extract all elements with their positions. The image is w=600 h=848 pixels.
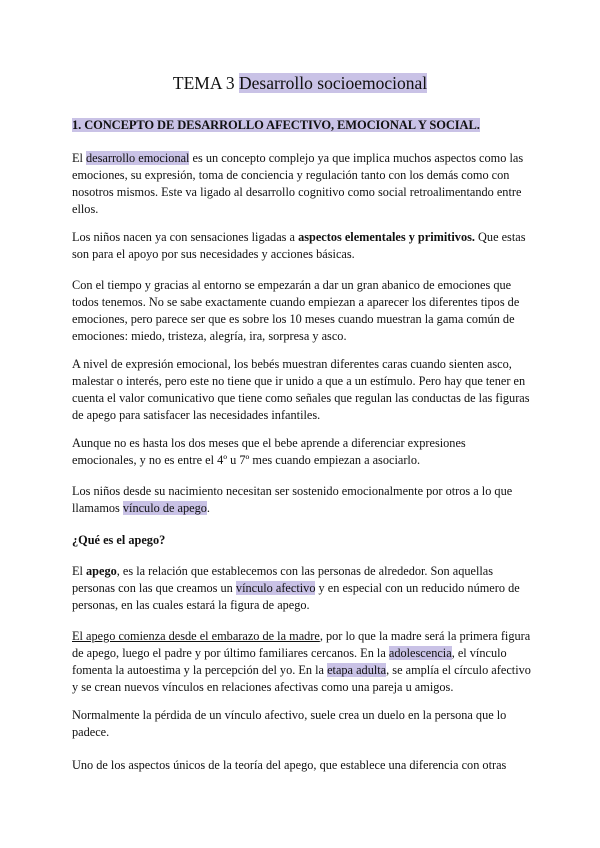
p8-highlight-etapa-adulta: etapa adulta [327, 663, 387, 677]
p6-pre: Los niños desde su nacimiento necesitan ser sostenido emocionalmente por otros a lo que llamamos [72, 484, 513, 515]
paragraph-2 [72, 229, 532, 263]
p2-bold: aspectos elementales y primitivos. [298, 230, 475, 244]
paragraph-1 [72, 150, 532, 218]
paragraph-7 [72, 563, 532, 614]
p7-highlight: vínculo afectivo [235, 581, 316, 595]
p7-pre: El [72, 564, 87, 578]
paragraph-6 [72, 483, 532, 517]
paragraph-5: Aunque no es hasta los dos meses que el bebe aprende a diferenciar expresiones emocionales, y no es entre el 4º u 7º mes cuando empiezan a asociarlo. [72, 436, 466, 467]
p8-underline: El apego comienza desde el embarazo de la madre [72, 629, 320, 643]
p8-highlight-adolescencia: adolescencia [388, 646, 452, 660]
paragraph-9: Normalmente la pérdida de un vínculo afectivo, suele crea un duelo en la persona que lo padece. [72, 708, 507, 739]
p7-post: y en especial con un reducido número de personas, en las cuales estará la figura de apego. [72, 581, 520, 612]
title-highlight: Desarrollo socioemocional [239, 73, 428, 93]
paragraph-4: A nivel de expresión emocional, los bebés muestran diferentes caras cuando sienten asco, malestar o interés, pero este no tiene que ir unido a que a un estímulo. Pero hay que tener en cuenta el valor comunicativo que tiene como señales que regulan las conductas de las figuras de apego para satisfacer las necesidades infantiles. [72, 357, 530, 422]
section-heading [72, 117, 480, 133]
p2-pre: Los niños nacen ya con sensaciones ligadas a [72, 230, 299, 244]
p6-post: . [206, 501, 210, 515]
page-title [0, 72, 600, 94]
p8-a: , por lo que la madre será la primera figura de apego, luego el padre y por último familiares cercanos. En la [72, 629, 531, 660]
title-prefix: TEMA 3 [172, 73, 240, 93]
subheading-apego: ¿Qué es el apego? [72, 533, 166, 547]
p7-mid: , es la relación que establecemos con las personas de alrededor. Son aquellas personas con las que creamos un [72, 564, 494, 595]
section-heading-text: 1. CONCEPTO DE DESARROLLO AFECTIVO, EMOCIONAL Y SOCIAL. [72, 118, 480, 132]
paragraph-8 [72, 628, 532, 696]
p2-post: Que estas son para el apoyo por sus necesidades y acciones básicas. [72, 230, 526, 261]
paragraph-10: Uno de los aspectos únicos de la teoría del apego, que establece una diferencia con otras [72, 758, 507, 772]
p1-highlight: desarrollo emocional [86, 151, 190, 165]
p1-post: es un concepto complejo ya que implica muchos aspectos como las emociones, su expresión, toma de conciencia y regulación tanto con los demás como con nosotros mismos. Este va ligado al desarrollo cognitivo como social retroalimentando entre ellos. [72, 151, 524, 216]
p8-b: , el vínculo fomenta la autoestima y la percepción del yo. En la [72, 646, 507, 677]
p6-highlight: vínculo de apego [122, 501, 207, 515]
p8-c: , se amplía el círculo afectivo y se crean nuevos vínculos en relaciones afectivas como una pareja u amigos. [72, 663, 531, 694]
paragraph-3: Con el tiempo y gracias al entorno se empezarán a dar un gran abanico de emociones que todos tenemos. No se sabe exactamente cuando empiezan a aparecer los diferentes tipos de emociones, pero parece ser que es sobre los 10 meses cuando muestran la gama común de emociones: miedo, tristeza, alegría, ira, sorpresa y asco. [72, 278, 520, 343]
p7-bold: apego [86, 564, 117, 578]
p1-pre: El [72, 151, 87, 165]
